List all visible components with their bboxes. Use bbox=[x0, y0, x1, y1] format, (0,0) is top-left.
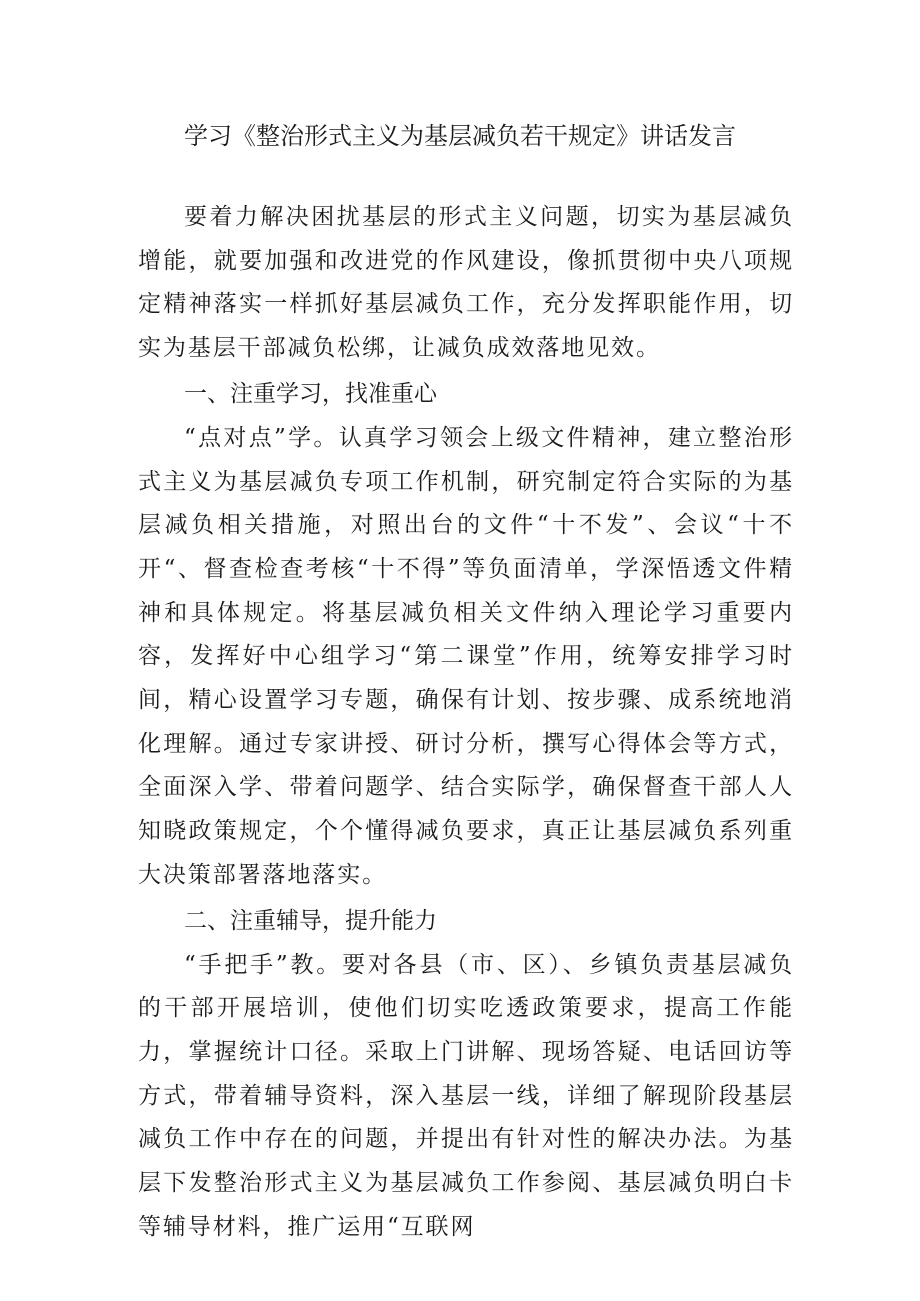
intro-paragraph: 要着力解决困扰基层的形式主义问题，切实为基层减负增能，就要加强和改进党的作风建设，像抓贯彻中央八项规定精神落实一样抓好基层减负工作，充分发挥职能作用，切实为基层干部减负松绑，让减负成效落地见效。 bbox=[138, 204, 794, 362]
section-1-heading: 一、注重学习，找准重心 bbox=[184, 380, 437, 407]
document-body bbox=[138, 196, 794, 1249]
section-1-paragraph: “点对点”学。认真学习领会上级文件精神，建立整治形式主义为基层减负专项工作机制，研究制定符合实际的为基层减负相关措施，对照出台的文件“十不发”、会议“十不开“、督查检查考核“十不得”等负面清单，学深悟透文件精神和具体规定。将基层减负相关文件纳入理论学习重要内容，发挥好中心组学习“第二课堂”作用，统筹安排学习时间，精心设置学习专题，确保有计划、按步骤、成系统地消化理解。通过专家讲授、研讨分析，撰写心得体会等方式，全面深入学、带着问题学、结合实际学，确保督查干部人人知晓政策规定，个个懂得减负要求，真正让基层减负系列重大决策部署落地落实。 bbox=[138, 424, 794, 888]
section-2-paragraph: “手把手”教。要对各县（市、区）、乡镇负责基层减负的干部开展培训，使他们切实吃透政策要求，提高工作能力，掌握统计口径。采取上门讲解、现场答疑、电话回访等方式，带着辅导资料，深入基层一线，详细了解现阶段基层减负工作中存在的问题，并提出有针对性的解决办法。为基层下发整治形式主义为基层减负工作参阅、基层减负明白卡等辅导材料，推广运用“互联网 bbox=[138, 951, 794, 1240]
document-title: 学习《整治形式主义为基层减负若干规定》讲话发言 bbox=[184, 122, 736, 150]
section-2-heading: 二、注重辅导，提升能力 bbox=[184, 907, 437, 934]
